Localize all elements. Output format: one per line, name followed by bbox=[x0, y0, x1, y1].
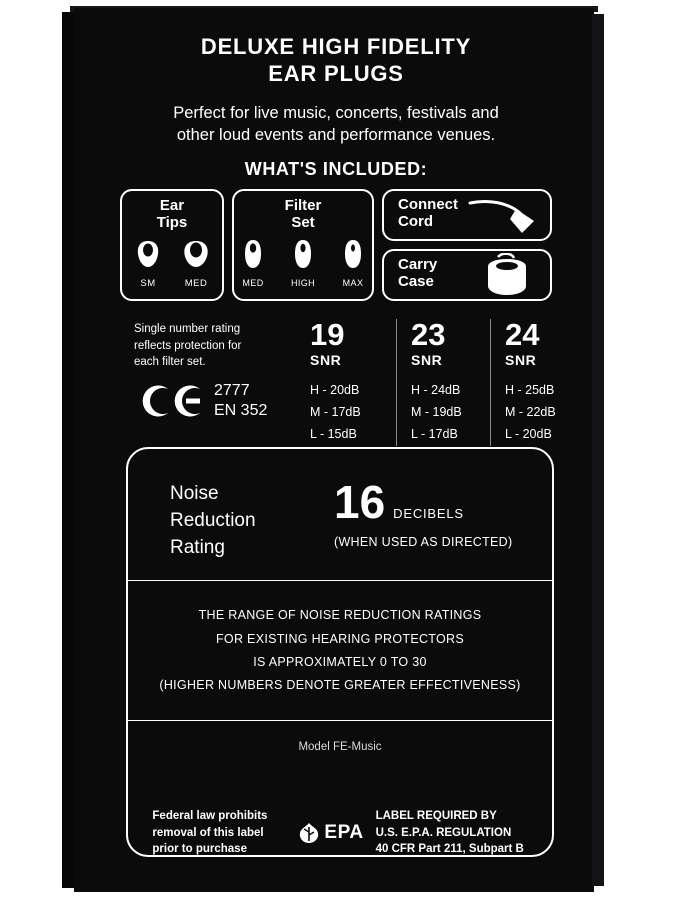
snr-ratings-section bbox=[86, 319, 586, 439]
ear-tips-title-line-1: Ear bbox=[159, 197, 185, 215]
legal-left-line-2: removal of this label bbox=[152, 826, 264, 839]
ear-tip-small-label: SM bbox=[140, 277, 156, 289]
snr-band-h: H - 20dB bbox=[310, 383, 360, 398]
legal-right-line-2: U.S. E.P.A. REGULATION bbox=[375, 826, 512, 839]
nrr-legal-section bbox=[128, 741, 552, 873]
nrr-label bbox=[170, 481, 256, 562]
ce-mark-icon bbox=[142, 384, 204, 418]
subtitle-line-2: other loud events and performance venues. bbox=[176, 125, 496, 144]
filter-max-icon bbox=[342, 239, 364, 269]
included-box-filter-set bbox=[232, 189, 374, 301]
ear-tip-medium bbox=[179, 239, 213, 289]
whats-included-heading: WHAT'S INCLUDED: bbox=[244, 159, 428, 180]
legal-row bbox=[128, 808, 552, 857]
snr-band-l: L - 15dB bbox=[310, 426, 357, 441]
ear-tip-small-icon bbox=[134, 239, 162, 269]
epa-logo bbox=[298, 822, 363, 844]
filter-medium-icon bbox=[242, 239, 264, 269]
package-content bbox=[86, 18, 586, 880]
snr-bands bbox=[411, 380, 490, 446]
snr-column bbox=[302, 319, 396, 446]
snr-band-h: H - 24dB bbox=[411, 383, 461, 398]
nrr-label-line-1: Noise bbox=[170, 483, 219, 505]
snr-band-l: L - 17dB bbox=[411, 426, 458, 441]
snr-bands bbox=[310, 380, 396, 446]
epa-text: EPA bbox=[324, 821, 364, 843]
filter-high-label: HIGH bbox=[290, 277, 316, 288]
snr-unit: SNR bbox=[411, 352, 443, 369]
snr-note-line-2: reflects protection for bbox=[134, 339, 242, 352]
filter-set-title-line-1: Filter bbox=[284, 197, 322, 215]
filter-max bbox=[335, 239, 371, 288]
nrr-range-line-2: FOR EXISTING HEARING PROTECTORS bbox=[216, 631, 464, 646]
filter-set-title-line-2: Set bbox=[291, 213, 315, 231]
snr-value: 23 bbox=[411, 317, 446, 353]
package-right-edge bbox=[592, 14, 604, 886]
nrr-range-text bbox=[159, 604, 520, 697]
title-line-2: EAR PLUGS bbox=[268, 60, 404, 86]
nrr-label-line-2: Reduction bbox=[170, 510, 256, 532]
legal-left-line-3: prior to purchase bbox=[152, 842, 247, 855]
included-box-connect-cord bbox=[382, 189, 552, 241]
snr-unit: SNR bbox=[310, 352, 342, 369]
page-title bbox=[86, 34, 586, 88]
model-number: Model FE-Music bbox=[298, 741, 382, 754]
snr-note-line-1: Single number rating bbox=[134, 323, 241, 336]
title-line-1: DELUXE HIGH FIDELITY bbox=[200, 34, 472, 59]
ear-tips-icons bbox=[122, 239, 222, 289]
whats-included-group bbox=[86, 189, 586, 305]
nrr-unit: DECIBELS bbox=[393, 506, 464, 522]
snr-band-h: H - 25dB bbox=[505, 383, 555, 398]
nrr-label-line-3: Rating bbox=[170, 537, 225, 559]
snr-band-l: L - 20dB bbox=[505, 426, 552, 441]
carry-case-title-line-1: Carry bbox=[398, 256, 438, 274]
filter-medium-label: MED bbox=[242, 277, 264, 288]
epa-leaf-icon bbox=[298, 822, 320, 844]
ear-tips-title bbox=[122, 191, 222, 232]
page-subtitle bbox=[86, 102, 586, 147]
connect-cord-title-line-1: Connect bbox=[398, 196, 458, 214]
carry-case-title-line-2: Case bbox=[398, 272, 434, 290]
nrr-range-section bbox=[128, 581, 552, 721]
filter-medium bbox=[235, 239, 271, 288]
ear-tips-title-line-2: Tips bbox=[156, 213, 188, 231]
noise-reduction-rating-panel bbox=[126, 447, 554, 857]
ce-text bbox=[214, 381, 267, 421]
nrr-value-group bbox=[334, 476, 464, 529]
included-box-carry-case bbox=[382, 249, 552, 301]
filter-max-label: MAX bbox=[342, 277, 364, 288]
legal-right-line-3: 40 CFR Part 211, Subpart B bbox=[375, 842, 524, 855]
snr-band-m: M - 17dB bbox=[310, 405, 361, 420]
legal-right-line-1: LABEL REQUIRED BY bbox=[375, 810, 497, 823]
snr-value: 24 bbox=[505, 317, 540, 353]
snr-column bbox=[396, 319, 490, 446]
filter-set-icons bbox=[234, 239, 372, 288]
ce-standard: EN 352 bbox=[214, 402, 268, 420]
filter-high bbox=[285, 239, 321, 288]
legal-notice-right bbox=[376, 808, 528, 857]
nrr-value: 16 bbox=[334, 476, 386, 529]
nrr-range-line-4: (HIGHER NUMBERS DENOTE GREATER EFFECTIVENESS) bbox=[159, 677, 521, 692]
ear-tip-small bbox=[131, 239, 165, 289]
snr-band-m: M - 19dB bbox=[411, 405, 462, 420]
ear-tip-medium-icon bbox=[181, 239, 211, 269]
snr-column bbox=[490, 319, 584, 446]
filter-high-icon bbox=[292, 239, 314, 269]
snr-bands bbox=[505, 380, 584, 446]
nrr-range-line-1: THE RANGE OF NOISE REDUCTION RATINGS bbox=[198, 608, 482, 623]
carry-case-icon bbox=[476, 253, 542, 301]
legal-left-line-1: Federal law prohibits bbox=[152, 810, 268, 823]
nrr-range-line-3: IS APPROXIMATELY 0 TO 30 bbox=[253, 654, 427, 669]
filter-set-title bbox=[234, 191, 372, 232]
snr-note bbox=[134, 321, 294, 370]
ear-tip-medium-label: MED bbox=[184, 277, 208, 289]
subtitle-line-1: Perfect for live music, concerts, festivals and bbox=[173, 103, 499, 122]
ce-marking bbox=[142, 381, 267, 421]
snr-value: 19 bbox=[310, 317, 345, 353]
connect-cord-title-line-2: Cord bbox=[398, 212, 433, 230]
snr-unit: SNR bbox=[505, 352, 537, 369]
ce-number: 2777 bbox=[214, 382, 250, 400]
nrr-top-section bbox=[128, 449, 552, 581]
snr-note-line-3: each filter set. bbox=[134, 355, 206, 368]
snr-band-m: M - 22dB bbox=[505, 405, 556, 420]
legal-notice-left bbox=[152, 808, 286, 857]
snr-columns bbox=[302, 319, 586, 446]
nrr-condition: (WHEN USED AS DIRECTED) bbox=[334, 535, 513, 550]
included-box-ear-tips bbox=[120, 189, 224, 301]
connect-cord-icon bbox=[468, 197, 540, 237]
